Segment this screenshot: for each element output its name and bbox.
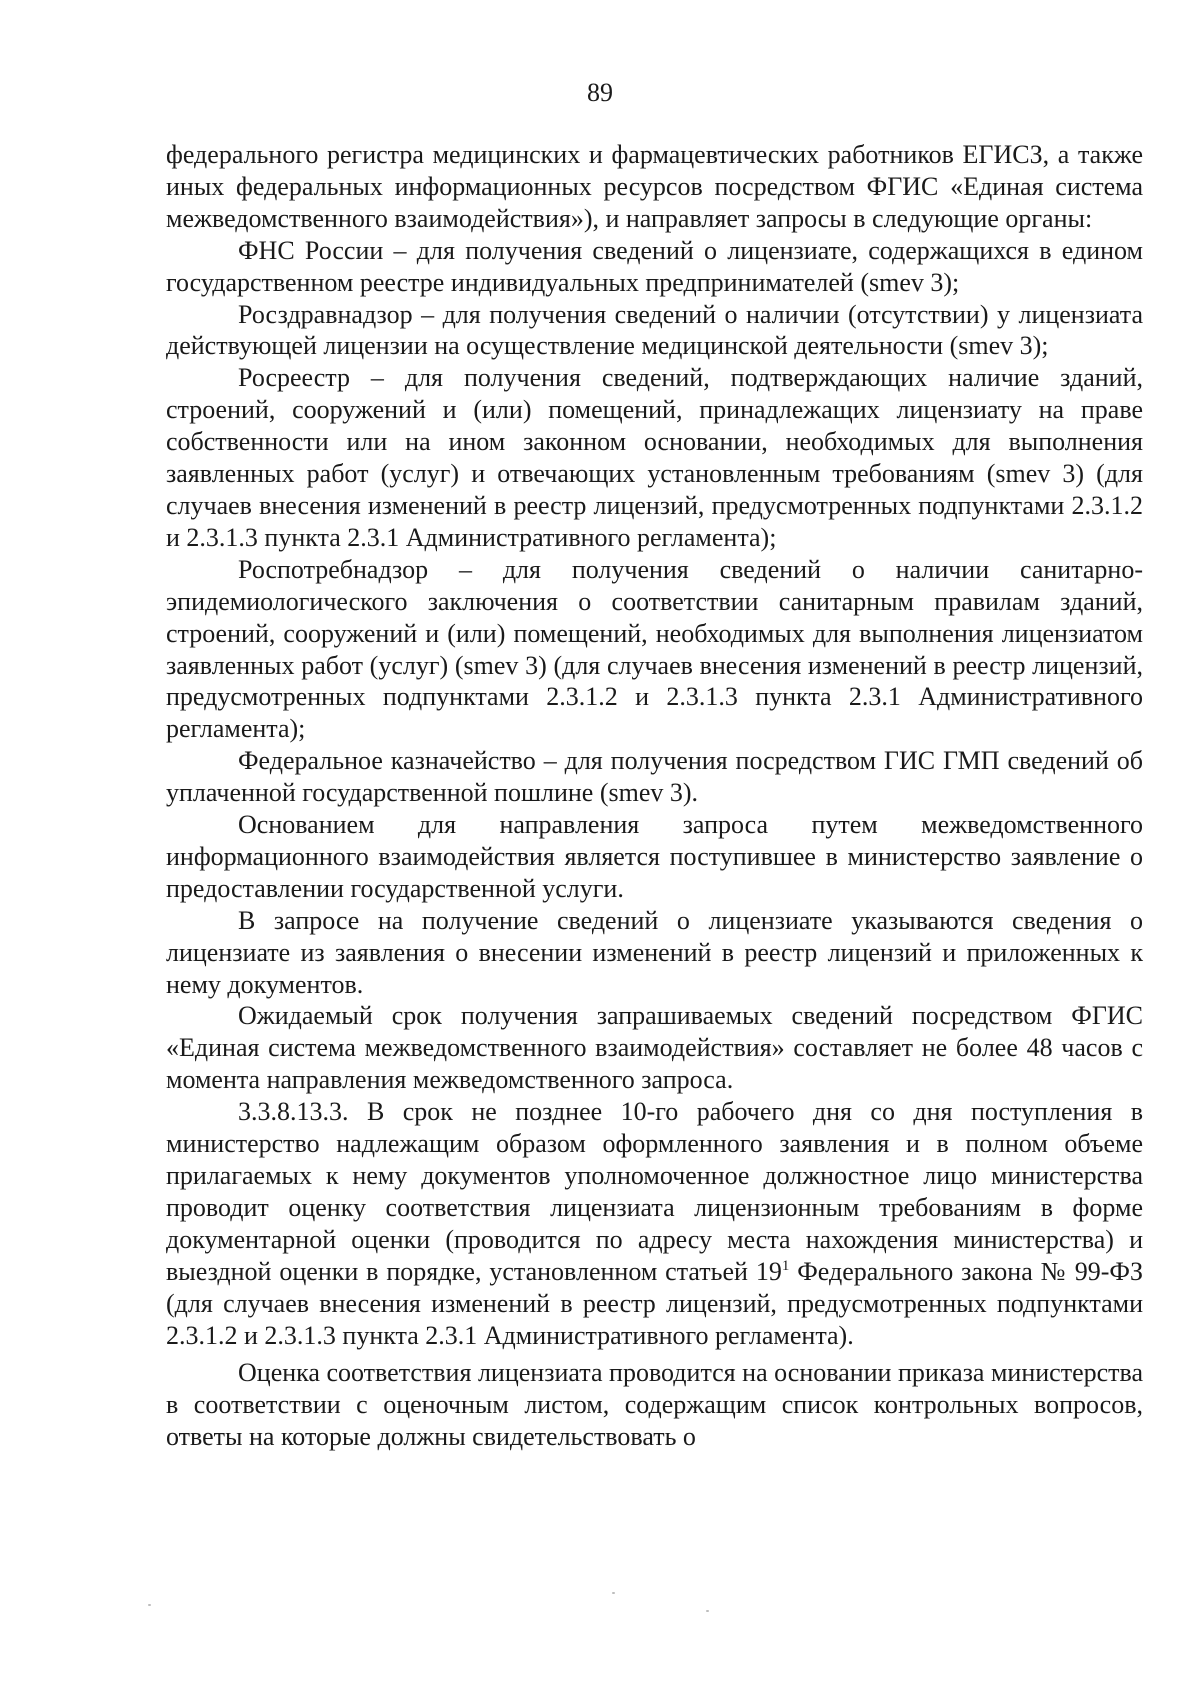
- paragraph-rospotrebnadzor-request: Роспотребнадзор – для получения сведений о наличии санитарно-эпидемиологического заключения о соответствии санитарным правилам зданий, строений, сооружений и (или) помещений, необходимых для выполнения лицензиатом заявленных работ (услуг) (smev 3) (для случаев внесения изменений в реестр лицензий, предусмотренных подпунктами 2.3.1.2 и 2.3.1.3 пункта 2.3.1 Административного регламента);: [166, 554, 1143, 744]
- scan-artifact: [612, 1592, 615, 1594]
- scan-artifact: [706, 1610, 709, 1612]
- paragraph-assessment: Оценка соответствия лицензиата проводится на основании приказа министерства в соответствии с оценочным листом, содержащим список контрольных вопросов, ответы на которые должны свидетельствовать о: [166, 1358, 1143, 1452]
- clause-text-after-superscript: Федерального закона № 99-ФЗ (для случаев внесения изменений в реестр лицензий, предусмотренных подпунктами 2.3.1.2 и 2.3.1.3 пункта 2.3.1 Административного регламента).: [166, 1256, 1143, 1350]
- paragraph-rosreestr-request: Росреестр – для получения сведений, подтверждающих наличие зданий, строений, сооружений и (или) помещений, принадлежащих лицензиату на праве собственности или на ином законном основании, необходимых для выполнения заявленных работ (услуг) и отвечающих установленным требованиям (smev 3) (для случаев внесения изменений в реестр лицензий, предусмотренных подпунктами 2.3.1.2 и 2.3.1.3 пункта 2.3.1 Административного регламента);: [166, 363, 1143, 552]
- article-superscript: 1: [781, 1257, 790, 1274]
- paragraph-request-basis: Основанием для направления запроса путем межведомственного информационного взаимодействия является поступившее в министерство заявление о предоставлении государственной услуги.: [166, 810, 1143, 903]
- scan-artifact: [148, 1604, 151, 1606]
- page-number: 89: [587, 78, 613, 107]
- paragraph-clause-3-3-8-13-3: [166, 1096, 1143, 1351]
- paragraph-treasury-request: Федеральное казначейство – для получения посредством ГИС ГМП сведений об уплаченной государственной пошлине (smev 3).: [166, 746, 1143, 808]
- paragraph-expected-term: Ожидаемый срок получения запрашиваемых сведений посредством ФГИС «Единая система межведомственного взаимодействия» составляет не более 48 часов с момента направления межведомственного запроса.: [166, 1001, 1143, 1095]
- clause-text-before-superscript: 3.3.8.13.3. В срок не позднее 10-го рабочего дня со дня поступления в министерство надлежащим образом оформленного заявления и в полном объеме прилагаемых к нему документов уполномоченное должностное лицо министерства проводит оценку соответствия лицензиата лицензионным требованиям в форме документарной оценки (проводится по адресу места нахождения министерства) и выездной оценки в порядке, установленном статьей 19: [166, 1097, 1143, 1286]
- paragraph-request-contents: В запросе на получение сведений о лицензиате указываются сведения о лицензиате из заявления о внесении изменений в реестр лицензий и приложенных к нему документов.: [166, 905, 1143, 999]
- document-body: [166, 139, 1143, 1453]
- paragraph-fns-request: ФНС России – для получения сведений о лицензиате, содержащихся в едином государственном реестре индивидуальных предпринимателей (smev 3);: [166, 235, 1143, 297]
- paragraph-roszdravnadzor-request: Росздравнадзор – для получения сведений о наличии (отсутствии) у лицензиата действующей лицензии на осуществление медицинской деятельности (smev 3);: [166, 299, 1143, 361]
- paragraph-continuation: федерального регистра медицинских и фармацевтических работников ЕГИСЗ, а также иных федеральных информационных ресурсов посредством ФГИС «Единая система межведомственного взаимодействия»), и направляет запросы в следующие органы:: [166, 140, 1143, 233]
